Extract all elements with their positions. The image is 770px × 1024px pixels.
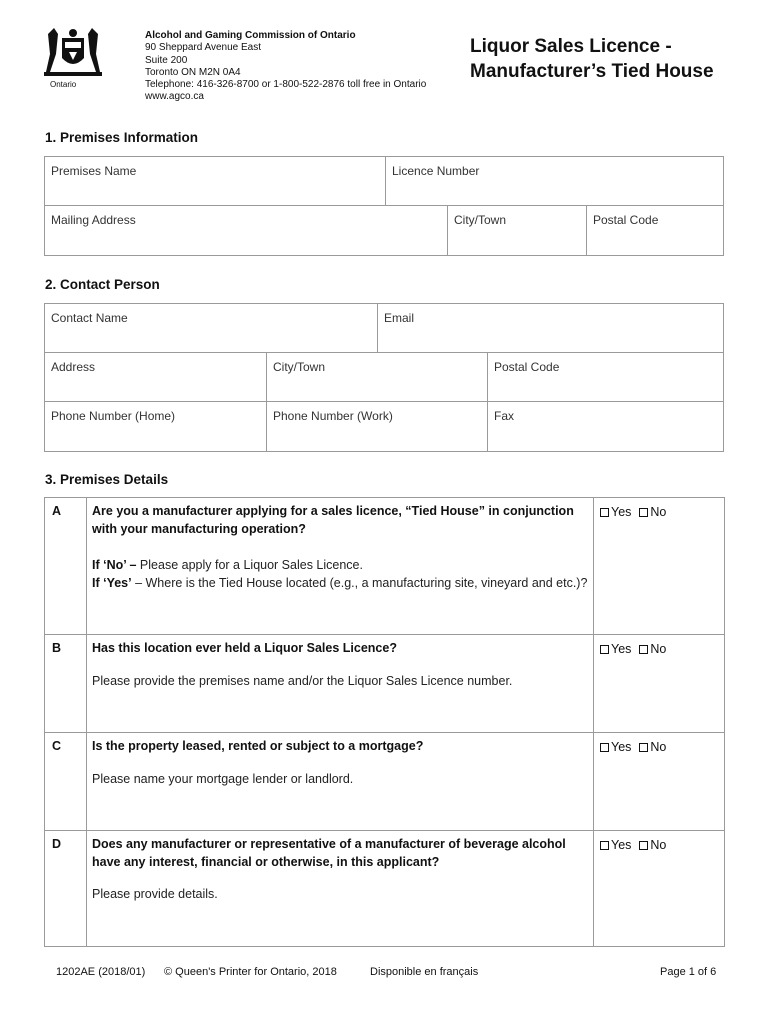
address-line: 90 Sheppard Avenue East <box>145 42 262 54</box>
no-instruction: Please apply for a Liquor Sales Licence. <box>136 558 363 572</box>
phone-work-field[interactable] <box>266 402 487 451</box>
city-town-field[interactable] <box>266 353 487 401</box>
question-letter: B <box>52 641 62 655</box>
phone-home-field[interactable] <box>45 402 266 451</box>
divider <box>593 831 594 946</box>
premises-information-grid <box>44 156 724 256</box>
no-label: No <box>650 740 667 754</box>
question-row-a <box>45 498 724 635</box>
checkbox-icon <box>639 743 648 752</box>
yes-instruction: – Where is the Tied House located (e.g., a manufacturing site, vineyard and etc.)? <box>131 576 588 590</box>
field-label: Mailing Address <box>51 213 136 227</box>
no-checkbox[interactable] <box>639 838 666 852</box>
section-heading-premises-details: 3. Premises Details <box>45 472 169 487</box>
question-row-c <box>45 733 724 831</box>
yes-label: Yes <box>611 740 632 754</box>
checkbox-icon <box>600 645 609 654</box>
yes-prefix: If ‘Yes’ <box>92 576 132 590</box>
divider <box>593 498 594 634</box>
question-letter: A <box>52 504 62 518</box>
no-checkbox[interactable] <box>639 740 666 754</box>
no-label: No <box>650 505 667 519</box>
address-line: Toronto ON M2N 0A4 <box>145 66 241 78</box>
field-label: Postal Code <box>494 360 560 374</box>
field-label: Email <box>384 311 415 325</box>
field-label: Contact Name <box>51 311 128 325</box>
page-number: Page 1 of 6 <box>660 966 717 978</box>
field-label: City/Town <box>273 360 326 374</box>
checkbox-icon <box>639 645 648 654</box>
question-detail[interactable]: Please name your mortgage lender or landlord. <box>92 772 354 786</box>
fax-field[interactable] <box>487 402 723 451</box>
question-detail[interactable]: Please provide details. <box>92 887 218 901</box>
divider <box>86 498 87 634</box>
checkbox-icon <box>639 508 648 517</box>
no-prefix: If ‘No’ – <box>92 558 137 572</box>
field-label: Phone Number (Home) <box>51 409 176 423</box>
french-availability: Disponible en français <box>370 966 479 978</box>
yes-label: Yes <box>611 505 632 519</box>
address-line: Suite 200 <box>145 54 188 66</box>
no-label: No <box>650 838 667 852</box>
postal-code-field[interactable] <box>487 353 723 401</box>
copyright: © Queen's Printer for Ontario, 2018 <box>164 966 337 978</box>
form-number: 1202AE (2018/01) <box>56 966 146 978</box>
mailing-address-field[interactable] <box>45 206 447 255</box>
no-checkbox[interactable] <box>639 505 666 519</box>
question-text: Has this location ever held a Liquor Sales Licence? <box>92 641 397 655</box>
divider <box>593 635 594 732</box>
licence-number-field[interactable] <box>385 157 723 205</box>
title-line: Manufacturer’s Tied House <box>470 61 714 82</box>
yes-checkbox[interactable] <box>600 740 631 754</box>
form-row <box>45 353 723 402</box>
website: www.agco.ca <box>145 91 204 103</box>
premises-name-field[interactable] <box>45 157 385 205</box>
question-detail[interactable]: Please provide the premises name and/or the Liquor Sales Licence number. <box>92 674 513 688</box>
yes-no-checkboxes <box>600 642 674 656</box>
yes-label: Yes <box>611 642 632 656</box>
yes-checkbox[interactable] <box>600 838 631 852</box>
title-line: Liquor Sales Licence - <box>470 36 672 57</box>
yes-no-checkboxes <box>600 505 674 519</box>
question-row-d <box>45 831 724 946</box>
yes-no-checkboxes <box>600 838 674 852</box>
question-text: Is the property leased, rented or subject to a mortgage? <box>92 739 424 753</box>
field-label: City/Town <box>454 213 507 227</box>
divider <box>593 733 594 830</box>
divider <box>86 635 87 732</box>
field-label: Postal Code <box>593 213 659 227</box>
checkbox-icon <box>600 508 609 517</box>
field-label: Address <box>51 360 96 374</box>
section-heading-premises-information: 1. Premises Information <box>45 130 199 145</box>
yes-checkbox[interactable] <box>600 505 631 519</box>
contact-person-grid <box>44 303 724 452</box>
postal-code-field[interactable] <box>586 206 723 255</box>
email-field[interactable] <box>377 304 723 352</box>
question-letter: D <box>52 837 62 851</box>
question-instructions[interactable] <box>92 556 592 592</box>
form-row <box>45 157 723 206</box>
checkbox-icon <box>600 743 609 752</box>
divider <box>86 831 87 946</box>
form-row <box>45 402 723 451</box>
checkbox-icon <box>639 841 648 850</box>
question-text: Are you a manufacturer applying for a sales licence, “Tied House” in conjunction with your manufacturing operation? <box>92 504 574 536</box>
form-row <box>45 304 723 353</box>
divider <box>86 733 87 830</box>
question-row-b <box>45 635 724 733</box>
no-checkbox[interactable] <box>639 642 666 656</box>
telephone: Telephone: 416-326-8700 or 1-800-522-2876 toll free in Ontario <box>145 79 427 91</box>
agency-name: Alcohol and Gaming Commission of Ontario <box>145 30 356 41</box>
yes-label: Yes <box>611 838 632 852</box>
yes-no-checkboxes <box>600 740 674 754</box>
contact-name-field[interactable] <box>45 304 377 352</box>
field-label: Licence Number <box>392 164 480 178</box>
form-row <box>45 206 723 255</box>
field-label: Phone Number (Work) <box>273 409 393 423</box>
city-town-field[interactable] <box>447 206 586 255</box>
no-label: No <box>650 642 667 656</box>
logo-caption: Ontario <box>50 80 77 89</box>
question-letter: C <box>52 739 62 753</box>
address-field[interactable] <box>45 353 266 401</box>
premises-details-table <box>44 497 725 947</box>
document-title <box>470 34 714 84</box>
agency-contact-block <box>145 30 426 104</box>
yes-checkbox[interactable] <box>600 642 631 656</box>
checkbox-icon <box>600 841 609 850</box>
field-label: Fax <box>494 409 515 423</box>
question-text: Does any manufacturer or representative of a manufacturer of beverage alcohol have any interest, financial or otherwise, in this applicant? <box>92 837 566 869</box>
section-heading-contact-person: 2. Contact Person <box>45 277 160 292</box>
field-label: Premises Name <box>51 164 137 178</box>
